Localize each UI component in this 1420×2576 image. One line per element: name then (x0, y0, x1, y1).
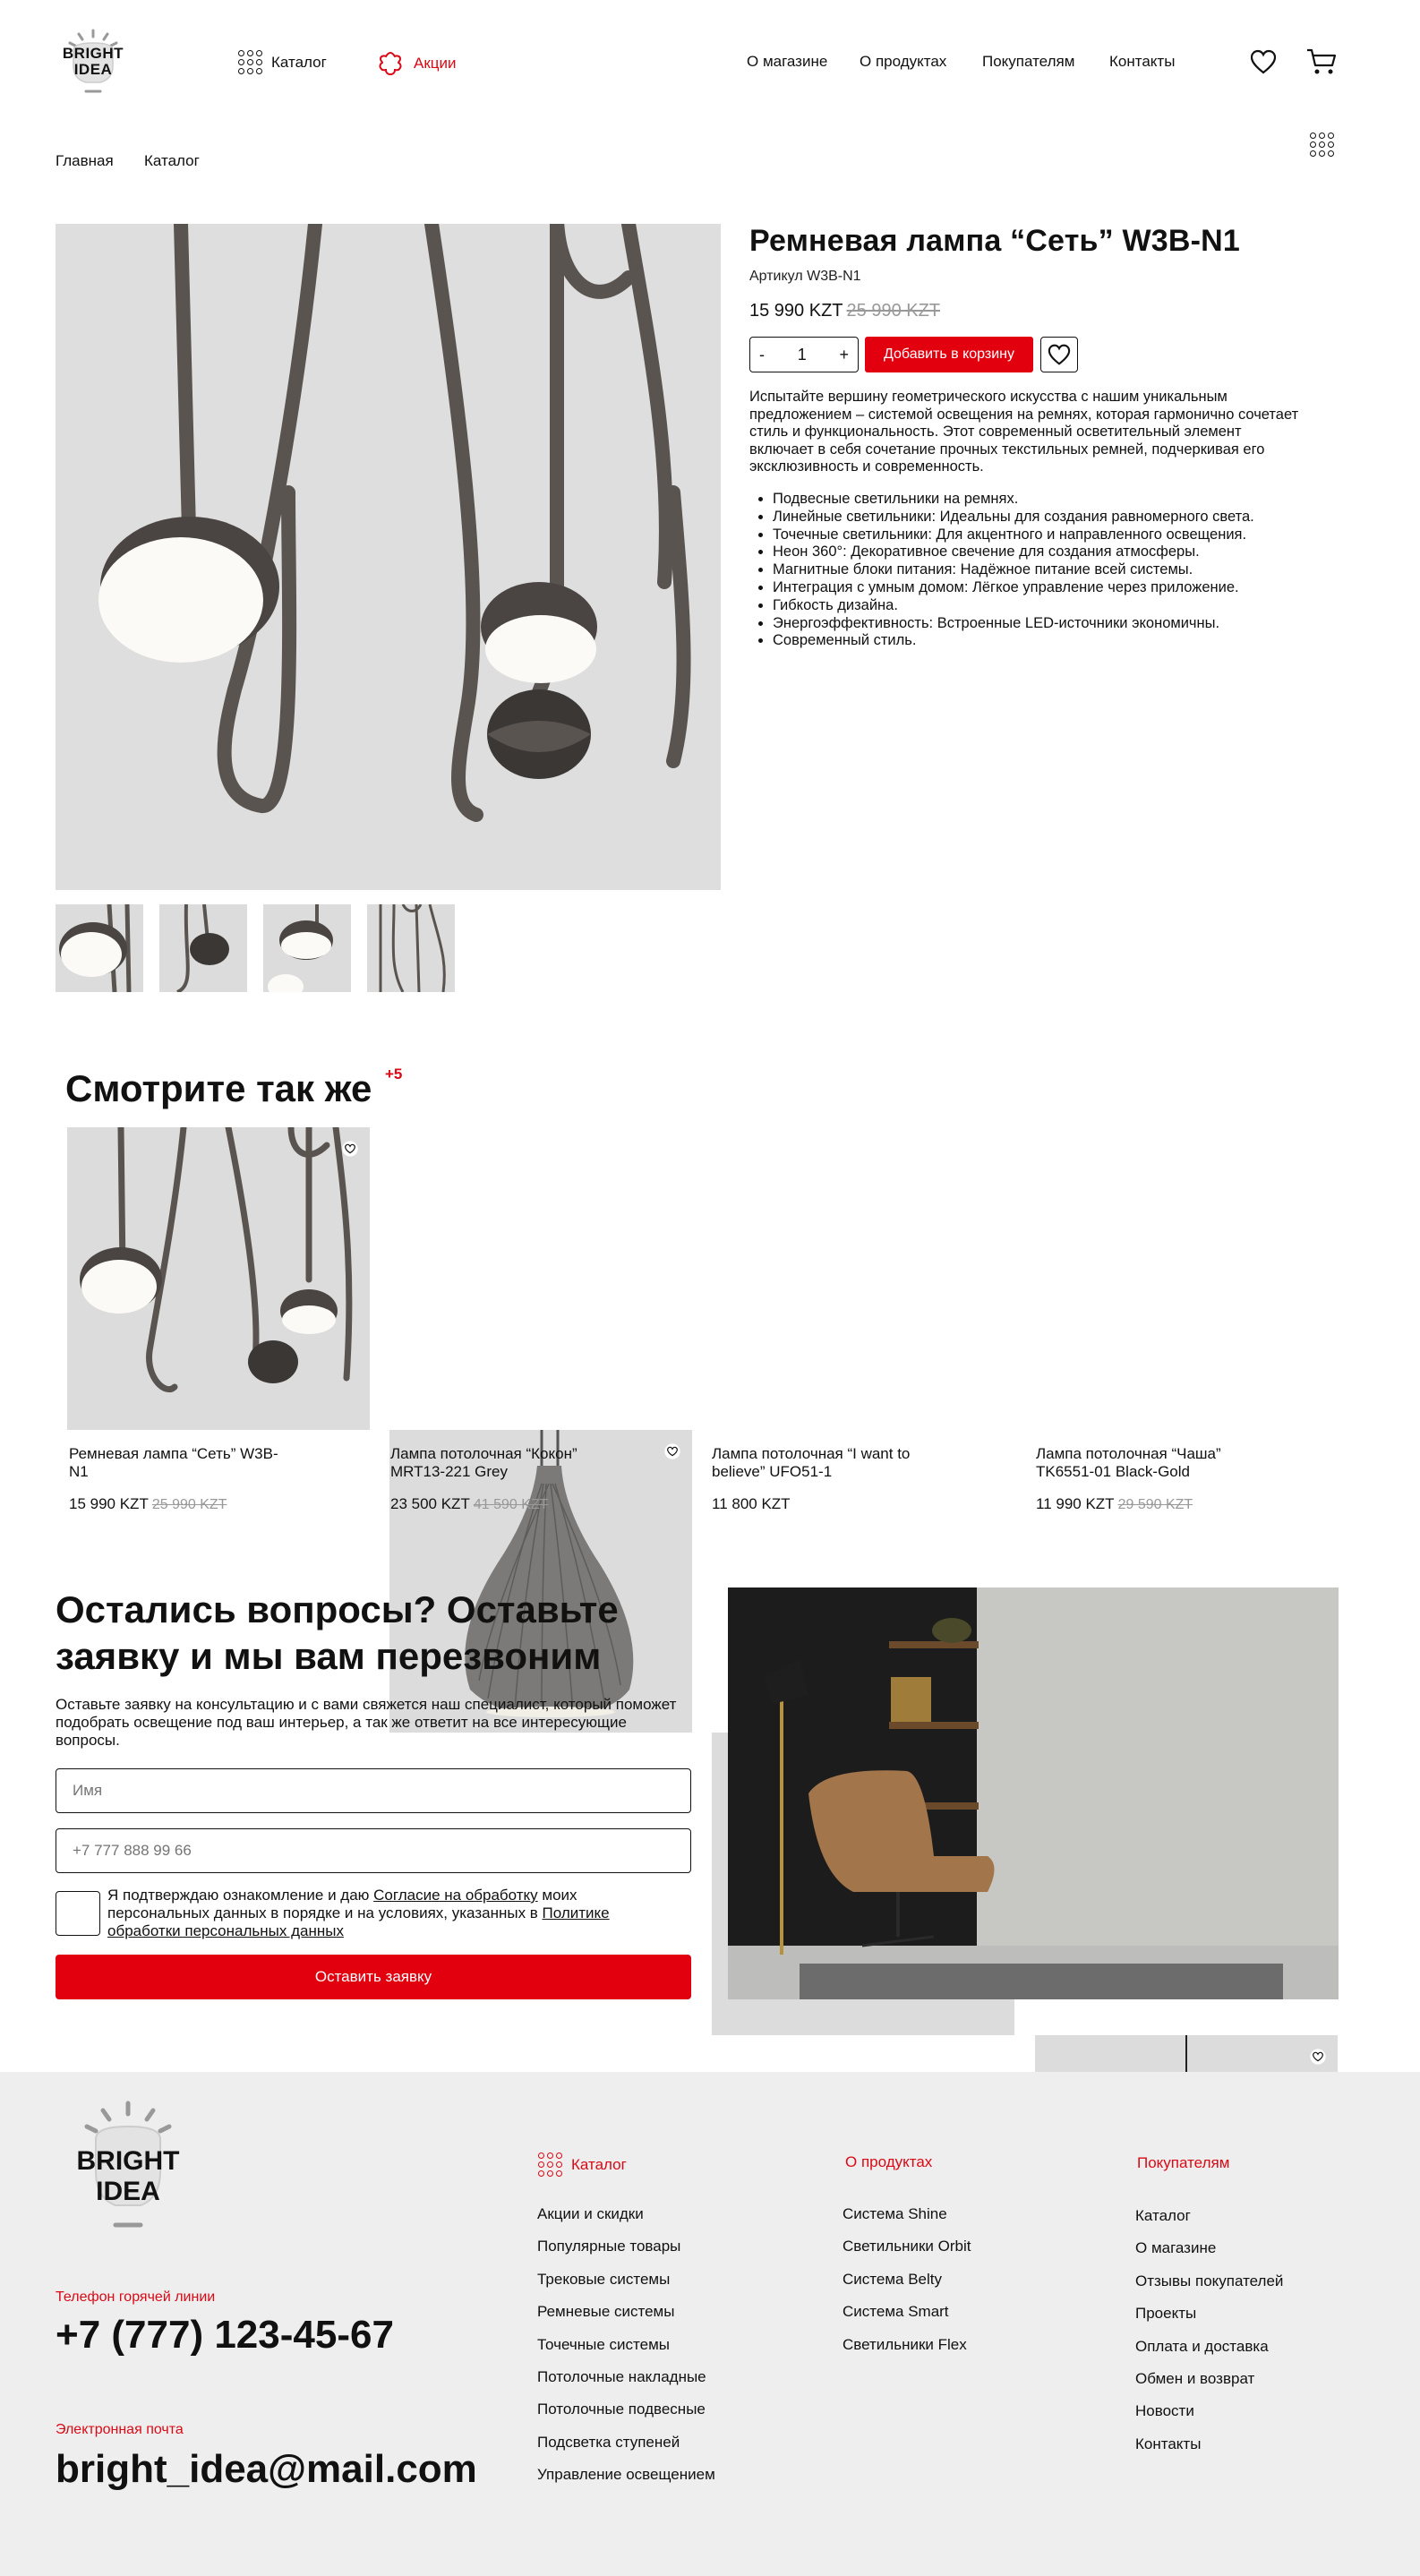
thumbnail-2[interactable] (159, 904, 247, 992)
grid-view-icon[interactable] (1310, 133, 1334, 157)
thumb-lamp-illustration (263, 904, 351, 992)
breadcrumb-catalog[interactable]: Каталог (144, 152, 200, 169)
card-heart-icon[interactable] (1309, 2048, 1327, 2066)
submit-request-button[interactable]: Оставить заявку (56, 1955, 691, 1999)
footer-link[interactable]: Контакты (1135, 2435, 1202, 2452)
footer-link[interactable]: Трековые системы (537, 2270, 671, 2288)
footer-link[interactable]: Каталог (1135, 2207, 1191, 2224)
product-title: Ремневая лампа “Сеть” W3B-N1 (749, 224, 1241, 258)
nav-promo-label: Акции (414, 55, 457, 72)
product-old-price: 25 990 KZT (846, 301, 941, 321)
nav-catalog[interactable] (238, 50, 327, 74)
logo-text-bright: BRIGHT (62, 45, 124, 62)
consent-text-part: моих персональных данных в порядке и на условиях, указанных в (107, 1887, 577, 1921)
footer-link[interactable]: Оплата и доставка (1135, 2337, 1269, 2355)
product-card-name[interactable]: Лампа потолочная “Кокон” MRT13-221 Grey (390, 1445, 577, 1480)
footer-link[interactable]: Обмен и возврат (1135, 2369, 1255, 2387)
email-address[interactable]: bright_idea@mail.com (56, 2447, 477, 2491)
footer-link[interactable]: Отзывы покупателей (1135, 2272, 1284, 2289)
phone-input[interactable] (56, 1828, 691, 1873)
product-card-price: 15 990 KZT (69, 1495, 149, 1512)
logo[interactable] (56, 27, 131, 98)
top-link-contacts[interactable]: Контакты (1109, 53, 1176, 70)
footer-link[interactable]: Управление освещением (537, 2466, 715, 2484)
footer-link[interactable]: Система Shine (843, 2205, 947, 2222)
phone-label: Телефон горячей линии (56, 2289, 216, 2305)
feature-item: • Интеграция с умным домом: Лёгкое управление через приложение. (773, 579, 1322, 597)
see-also-badge: +5 (385, 1065, 403, 1083)
feature-item: • Гибкость дизайна. (773, 597, 1322, 615)
breadcrumb-home[interactable]: Главная (56, 152, 114, 169)
footer-products-title[interactable]: О продуктах (845, 2153, 933, 2170)
feature-item: • Точечные светильники: Для акцентного и направленного освещения. (773, 526, 1322, 544)
strap-lamp-illustration (56, 224, 721, 890)
footer-catalog-title-label: Каталог (571, 2155, 627, 2173)
feature-item: • Современный стиль. (773, 632, 1322, 650)
qty-minus-button[interactable]: - (759, 345, 765, 364)
footer-logo-idea: IDEA (96, 2177, 160, 2206)
footer-link[interactable]: О магазине (1135, 2239, 1217, 2257)
form-description: Оставьте заявку на консультацию и с вами свяжется наш специалист, который поможет подобрать освещение под ваш интерьер, а так же ответит на все интересующие вопросы. (56, 1696, 677, 1749)
add-to-cart-button[interactable]: Добавить в корзину (865, 337, 1033, 372)
card-heart-icon[interactable] (663, 1442, 681, 1460)
thumb-lamp-illustration (159, 904, 247, 992)
product-card-price: 23 500 KZT (390, 1495, 470, 1512)
interior-image (728, 1588, 1339, 1999)
footer-logo[interactable] (67, 2100, 189, 2234)
product-card-price-block (1036, 1495, 1193, 1513)
nav-promo[interactable] (376, 49, 457, 78)
feature-item: • Энергоэффективность: Встроенные LED-источники экономичны. (773, 615, 1322, 633)
footer-customers-links (1135, 2207, 1283, 2468)
feature-item: • Подвесные светильники на ремнях. (773, 491, 1322, 509)
strap-lamp-illustration (67, 1127, 370, 1430)
product-price: 15 990 KZT (749, 301, 843, 321)
footer-products-links (843, 2205, 971, 2368)
nav-catalog-label: Каталог (271, 53, 327, 71)
privacy-policy-link[interactable]: Политике обработки персональных данных (107, 1904, 610, 1939)
grid-dots-icon (238, 50, 262, 74)
consent-link[interactable]: Согласие на обработку (373, 1887, 538, 1904)
see-also-title: Смотрите так же (65, 1067, 372, 1109)
name-input[interactable] (56, 1768, 691, 1813)
footer-link[interactable]: Система Smart (843, 2303, 949, 2321)
quantity-stepper[interactable] (749, 337, 859, 372)
footer-link[interactable]: Светильники Orbit (843, 2238, 971, 2255)
product-card-old-price: 41 590 KZT (473, 1497, 549, 1512)
heart-icon[interactable] (1250, 49, 1277, 74)
consent-text (107, 1887, 663, 1940)
flower-badge-icon (376, 49, 405, 78)
add-to-favorites-button[interactable] (1040, 337, 1078, 372)
feature-item: • Неон 360°: Декоративное свечение для создания атмосферы. (773, 543, 1322, 561)
product-card-old-price: 29 590 KZT (1117, 1497, 1193, 1512)
product-card-price: 11 800 KZT (712, 1495, 791, 1512)
product-sku: Артикул W3B-N1 (749, 269, 861, 284)
footer-link[interactable]: Новости (1135, 2402, 1194, 2420)
product-card-price: 11 990 KZT (1036, 1495, 1115, 1512)
footer-link[interactable]: Проекты (1135, 2305, 1197, 2323)
consent-text-part: Я подтверждаю ознакомление и даю (107, 1887, 374, 1904)
product-card-image[interactable] (67, 1127, 370, 1430)
footer-customers-title[interactable]: Покупателям (1137, 2154, 1230, 2171)
footer-link[interactable]: Система Belty (843, 2270, 942, 2288)
footer-link[interactable]: Светильники Flex (843, 2335, 967, 2353)
footer-catalog-links (537, 2205, 715, 2499)
cart-icon[interactable] (1305, 47, 1338, 76)
footer-link[interactable]: Популярные товары (537, 2238, 681, 2255)
footer-link[interactable]: Акции и скидки (537, 2205, 644, 2222)
feature-item: • Магнитные блоки питания: Надёжное питание всей системы. (773, 561, 1322, 579)
thumbnail-4[interactable] (367, 904, 455, 992)
footer-link[interactable]: Ремневые системы (537, 2303, 675, 2321)
grid-dots-icon (538, 2152, 562, 2177)
top-link-store[interactable]: О магазине (747, 53, 828, 70)
product-features (749, 491, 1322, 650)
footer-link[interactable]: Потолочные накладные (537, 2367, 706, 2385)
product-card-price-block (69, 1495, 227, 1513)
consent-checkbox[interactable] (56, 1891, 100, 1936)
product-card-old-price: 25 990 KZT (151, 1497, 227, 1512)
qty-plus-button[interactable]: + (839, 345, 849, 364)
product-card-price-block (390, 1495, 548, 1513)
phone-number[interactable]: +7 (777) 123-45-67 (56, 2313, 394, 2357)
armchair-interior-illustration (728, 1588, 1339, 1999)
product-main-image (56, 224, 721, 890)
top-link-products[interactable]: О продуктах (860, 53, 947, 70)
product-price-block (749, 301, 940, 321)
product-card-price-block (712, 1495, 791, 1513)
card-heart-icon[interactable] (341, 1140, 359, 1158)
thumb-lamp-illustration (367, 904, 455, 992)
form-title: Остались вопросы? Оставьте заявку и мы вам перезвоним (56, 1588, 619, 1677)
product-description: Испытайте вершину геометрического искусства с нашим уникальным предложением – системой освещения на ремнях, которая гармонично сочетает стиль и функциональность. Этот современный осветительный элемент включает в себя сочетание прочных текстильных ремней, подчеркивая его эксклюзивность и современность. (749, 389, 1299, 475)
logo-text-idea: IDEA (73, 61, 113, 78)
footer-link[interactable]: Точечные системы (537, 2335, 670, 2353)
qty-value: 1 (797, 345, 807, 364)
product-card-name[interactable]: Ремневая лампа “Сеть” W3B-N1 (69, 1445, 278, 1480)
footer-catalog-title[interactable] (538, 2152, 627, 2177)
feature-item: • Линейные светильники: Идеальны для создания равномерного света. (773, 509, 1322, 526)
footer-link[interactable]: Подсветка ступеней (537, 2433, 680, 2451)
footer-link[interactable]: Потолочные подвесные (537, 2401, 706, 2418)
thumbnail-3[interactable] (263, 904, 351, 992)
product-card-name[interactable]: Лампа потолочная “I want to believe” UFO51-1 (712, 1445, 911, 1480)
thumbnail-1[interactable] (56, 904, 143, 992)
email-label: Электронная почта (56, 2422, 184, 2437)
top-link-customers[interactable]: Покупателям (982, 53, 1075, 70)
heart-icon (1048, 344, 1071, 365)
product-card-name[interactable]: Лампа потолочная “Чаша” TK6551-01 Black-Gold (1036, 1445, 1221, 1480)
footer-logo-bright: BRIGHT (76, 2146, 180, 2176)
thumb-lamp-illustration (56, 904, 143, 992)
